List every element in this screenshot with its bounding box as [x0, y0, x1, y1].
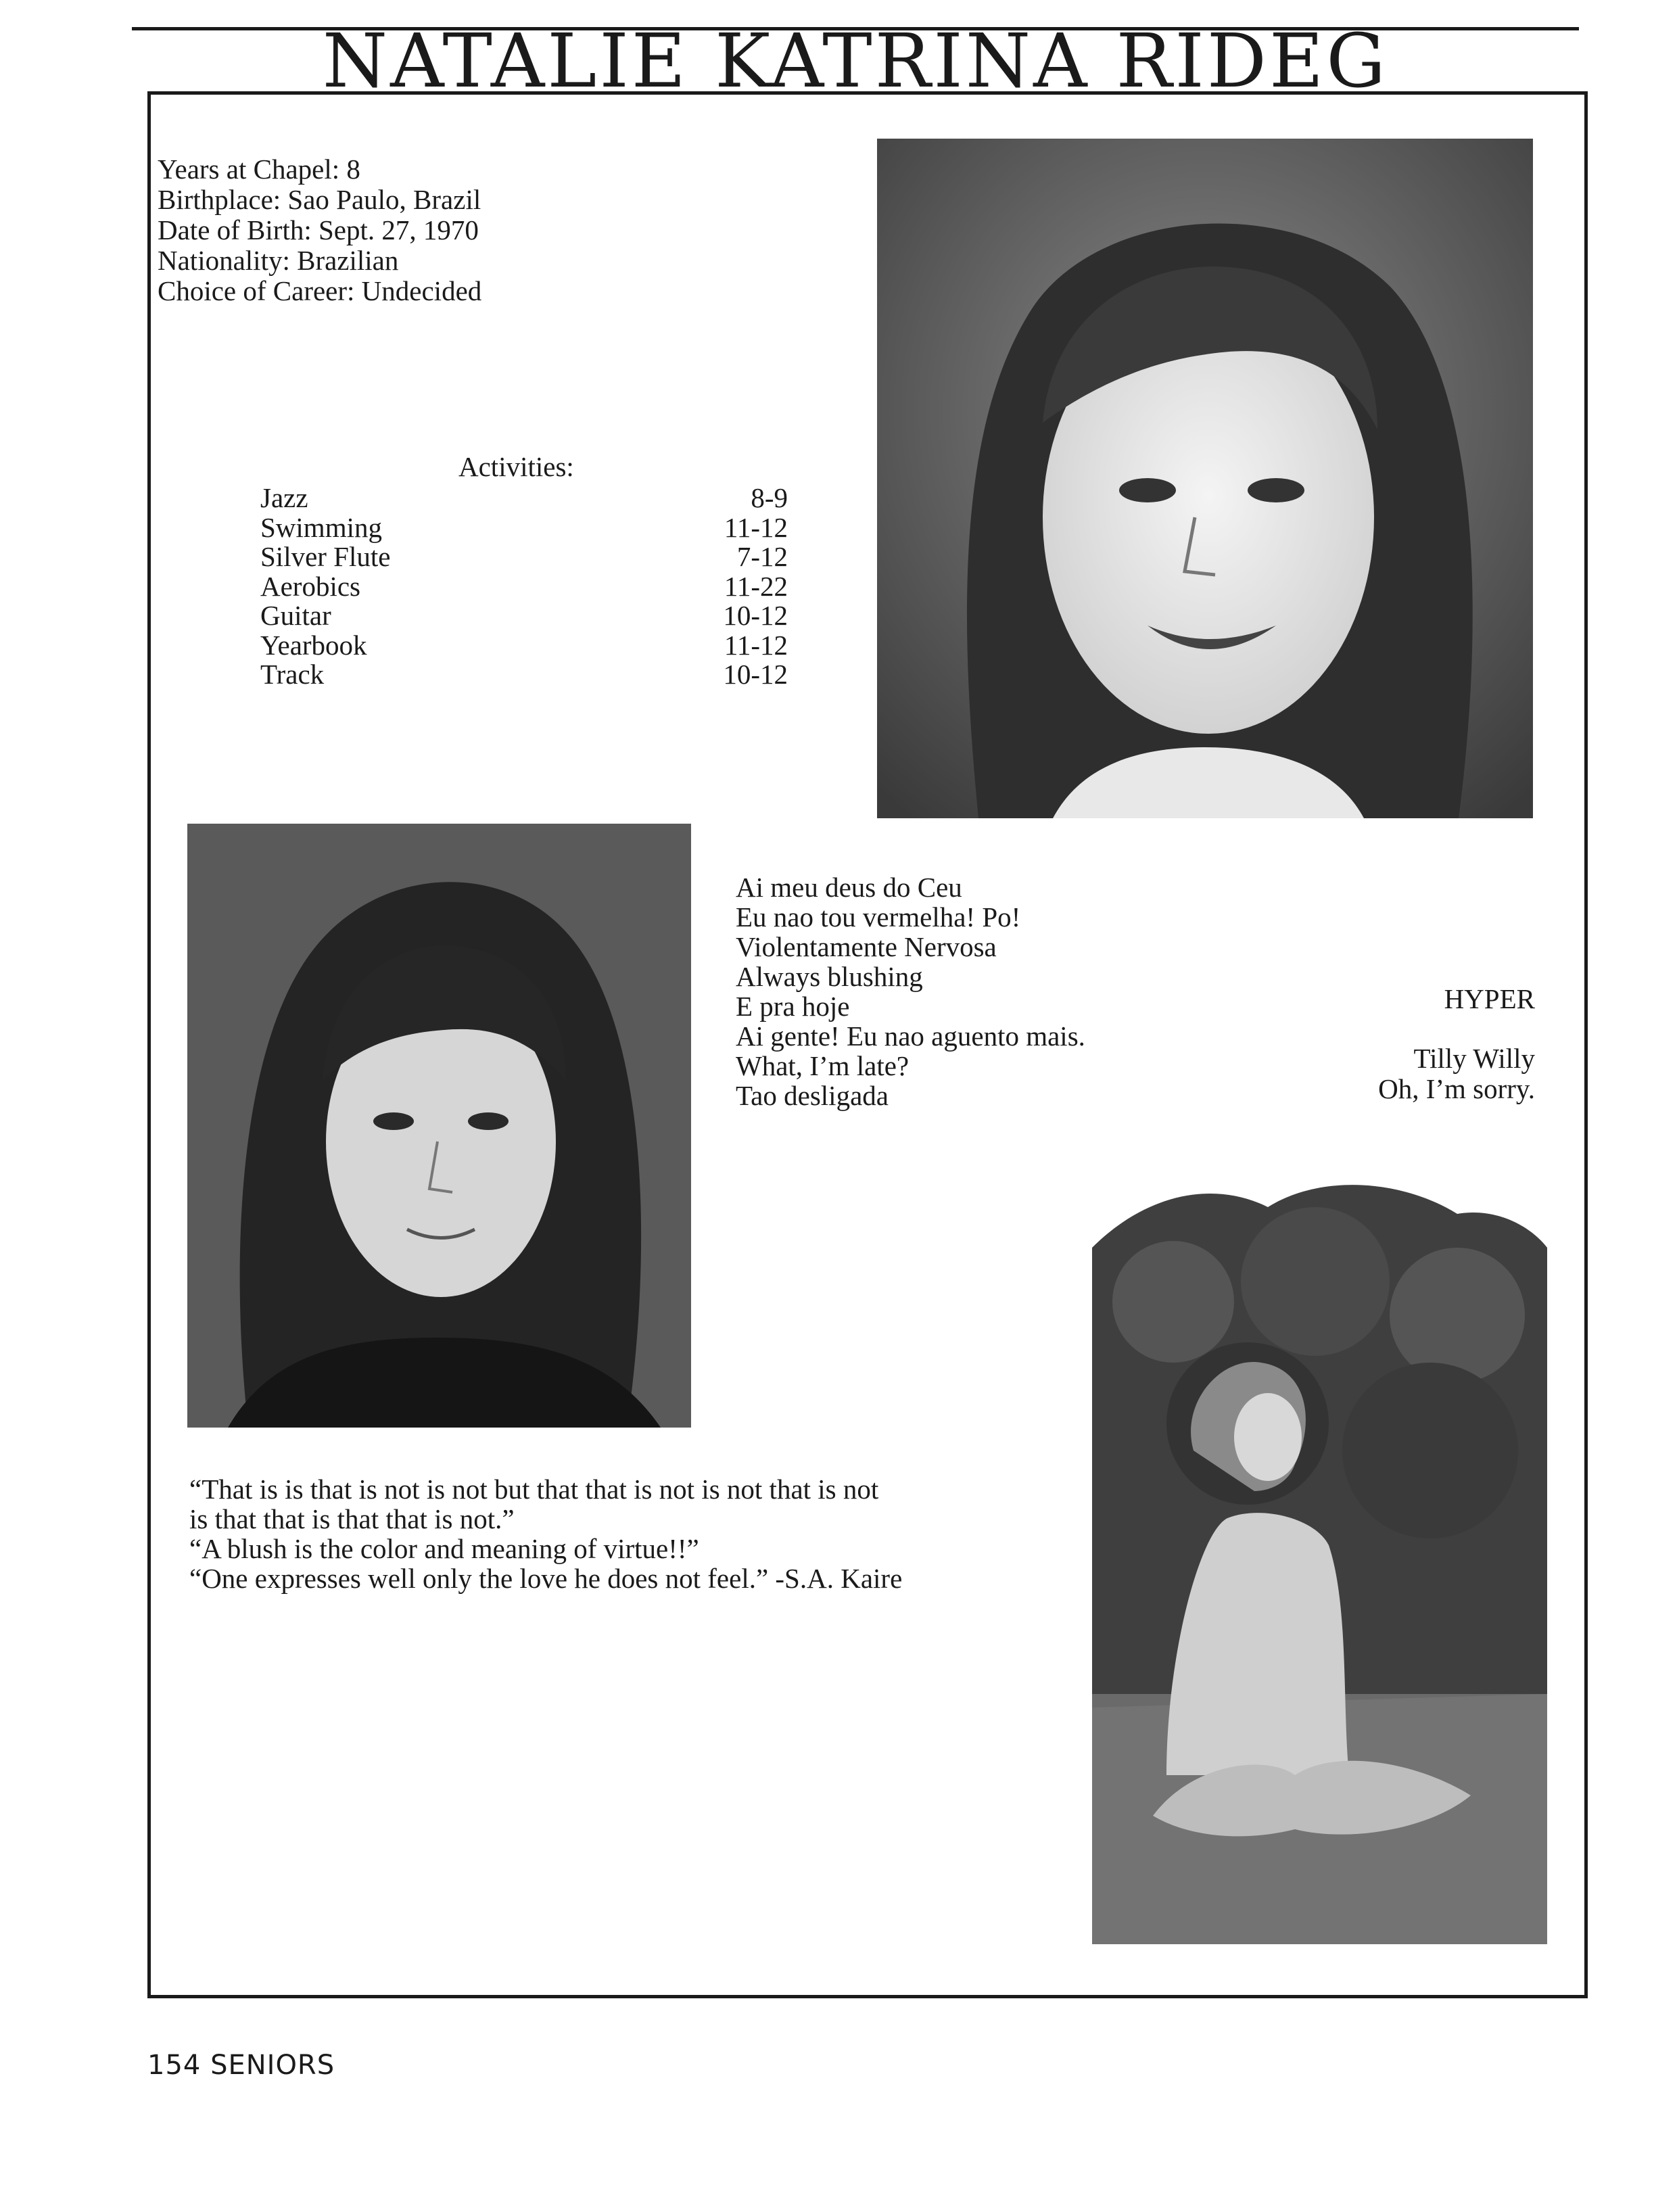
activity-row [260, 631, 788, 661]
activity-years: 8-9 [751, 482, 788, 513]
activity-years: 7-12 [736, 541, 788, 572]
activity-years: 10-12 [723, 659, 788, 690]
saying-line: Eu nao tou vermelha! Po! [736, 901, 1021, 933]
activity-years: 10-12 [723, 600, 788, 631]
info-career: Choice of Career: Undecided [158, 275, 482, 306]
quote-line: “One expresses well only the love he does not feel.” -S.A. Kaire [189, 1563, 903, 1594]
saying-line: Ai gente! Eu nao aguento mais. [736, 1020, 1085, 1052]
nickname-hyper: HYPER [1444, 983, 1535, 1014]
activity-name: Yearbook [260, 629, 367, 661]
portrait-photo-formal [187, 824, 691, 1428]
saying-line: What, I’m late? [736, 1050, 910, 1081]
activity-years: 11-12 [724, 511, 788, 543]
activity-years: 11-12 [724, 629, 788, 661]
quotes [189, 1474, 902, 1593]
activity-row [260, 601, 788, 631]
activity-row [260, 572, 788, 602]
quote-line: is that that is that that is not.” [189, 1503, 515, 1534]
portrait-photo-smiling [877, 139, 1533, 818]
page-footer: 154 SENIORS [147, 2050, 335, 2081]
activity-row [260, 542, 788, 572]
activity-row [260, 513, 788, 543]
activity-years: 11-22 [724, 570, 788, 602]
activities-heading: Activities: [458, 451, 574, 482]
quote-line: “A blush is the color and meaning of virtue!!” [189, 1533, 699, 1564]
nickname-lines [1271, 1043, 1535, 1104]
activity-name: Guitar [260, 600, 331, 631]
outdoor-photo-sitting [1092, 1167, 1547, 1944]
nickname-line: Oh, I’m sorry. [1378, 1073, 1535, 1104]
info-years-at-chapel: Years at Chapel: 8 [158, 154, 360, 185]
activity-name: Swimming [260, 511, 382, 543]
saying-line: Violentamente Nervosa [736, 931, 997, 962]
activity-row [260, 660, 788, 690]
info-nationality: Nationality: Brazilian [158, 245, 399, 276]
saying-line: Tao desligada [736, 1080, 889, 1111]
quote-line: “That is is that is not is not but that that is not is not that is not [189, 1474, 879, 1505]
activity-name: Aerobics [260, 570, 361, 602]
nickname-line: Tilly Willy [1413, 1043, 1535, 1074]
sayings-list [736, 872, 1085, 1110]
page-title: NATALIE KATRINA RIDEG [322, 18, 1389, 104]
info-birthplace: Birthplace: Sao Paulo, Brazil [158, 184, 481, 215]
activity-name: Track [260, 659, 325, 690]
saying-line: Ai meu deus do Ceu [736, 872, 962, 903]
activity-name: Jazz [260, 482, 308, 513]
saying-line: E pra hoje [736, 991, 850, 1022]
student-info [158, 154, 481, 306]
activity-row [260, 484, 788, 513]
activity-name: Silver Flute [260, 541, 391, 572]
info-date-of-birth: Date of Birth: Sept. 27, 1970 [158, 214, 479, 245]
saying-line: Always blushing [736, 961, 923, 992]
activities-list [260, 484, 788, 690]
